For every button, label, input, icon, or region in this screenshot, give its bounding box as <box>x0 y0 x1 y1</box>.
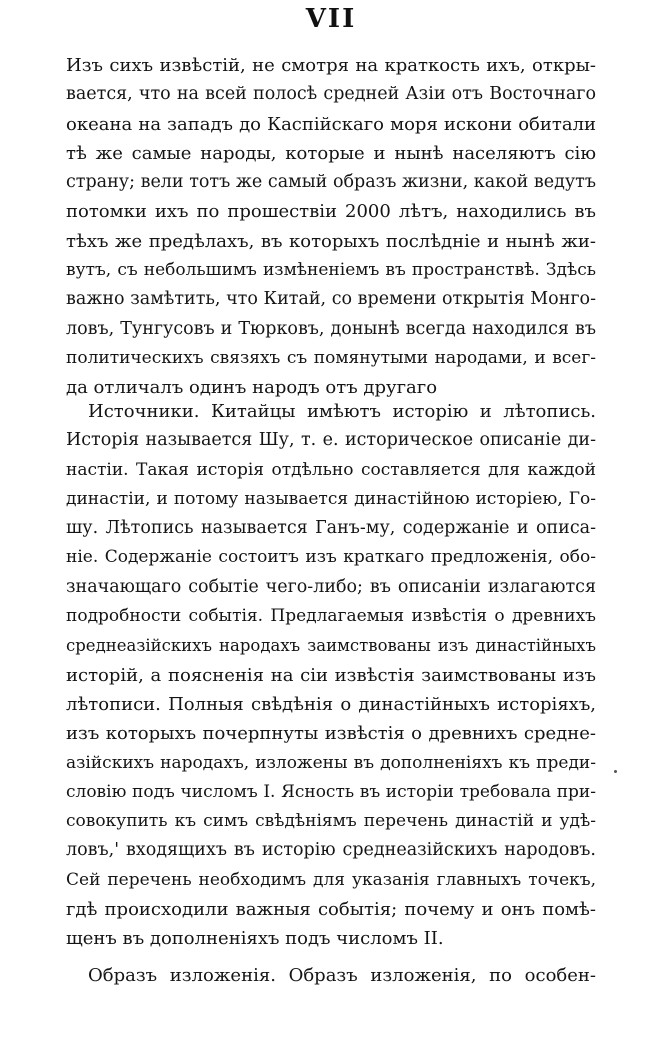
text-line: гдѣ происходили важныя событія; почему и онъ помѣ- <box>66 899 596 921</box>
text-line: словію подъ числомъ I. Ясность въ исторіи требовала при- <box>66 781 596 802</box>
text-line: щенъ въ дополненіяхъ подъ числомъ II. <box>66 928 444 950</box>
text-line: ловъ, Тунгусовъ и Тюрковъ, донынѣ всегда находился въ <box>66 318 596 339</box>
text-line: Образъ изложенія. Образъ изложенія, по особен- <box>88 965 596 986</box>
text-line: совокупить къ симъ свѣдѣніямъ перечень династій и удѣ- <box>66 811 596 832</box>
text-line: Изъ сихъ извѣстій, не смотря на краткость ихъ, откры- <box>66 55 596 76</box>
text-line: лѣтописи. Полныя свѣдѣнія о династійныхъ исторіяхъ, <box>66 693 596 715</box>
text-line: азійскихъ народахъ, изложены въ дополненіяхъ къ преди- <box>66 752 596 773</box>
paragraph-1 <box>66 51 596 403</box>
text-line: династіи, и потому называется династійною исторіею, Го- <box>66 488 596 509</box>
text-line: Исторія называется Шу, т. е. историческое описаніе ди- <box>66 430 596 451</box>
text-line: вутъ, съ небольшимъ измѣненіемъ въ пространствѣ. Здѣсь <box>66 260 596 281</box>
paragraph-3 <box>66 961 596 990</box>
paragraph-2 <box>66 397 596 954</box>
scan-speck <box>614 770 617 773</box>
text-line: страну; вели тотъ же самый образъ жизни, какой ведутъ <box>66 172 596 193</box>
text-line: ловъ,' входящихъ въ исторію среднеазійскихъ народовъ. <box>66 840 596 861</box>
text-line: тѣхъ же предѣлахъ, въ которыхъ послѣдніе и нынѣ жи- <box>66 230 596 252</box>
text-line: вается, что на всей полосѣ средней Азіи отъ Восточнаго <box>66 84 596 105</box>
text-line: изъ которыхъ почерпнуты извѣстія о древнихъ средне- <box>66 723 596 745</box>
text-line: среднеазійскихъ народахъ заимствованы изъ династійныхъ <box>66 636 596 656</box>
text-line: подробности событія. Предлагаемыя извѣстія о древнихъ <box>66 606 596 627</box>
text-line: да отличалъ одинъ народъ отъ другаго <box>66 377 438 399</box>
text-line: политическихъ связяхъ съ помянутыми народами, и всег- <box>66 347 596 368</box>
text-line: ніе. Содержаніе состоитъ изъ краткаго предложенія, обо- <box>66 547 596 568</box>
text-line: Сей перечень необходимъ для указанія главныхъ точекъ, <box>66 869 596 890</box>
text-line: тѣ же самые народы, которые и нынѣ населяютъ сію <box>66 142 596 164</box>
text-line: океана на западъ до Каспійскаго моря искони обитали <box>66 113 596 135</box>
text-line: исторій, а поясненія на сіи извѣстія заимствованы изъ <box>66 664 596 686</box>
text-line: шу. Лѣтопись называется Ганъ-му, содержаніе и описа- <box>66 518 596 539</box>
text-line: значающаго событіе чего-либо; въ описаніи излагаются <box>66 576 596 597</box>
page-number: VII <box>305 4 357 34</box>
text-line: важно замѣтить, что Китай, со времени открытія Монго- <box>66 289 596 310</box>
text-line: настіи. Такая исторія отдѣльно составляется для каждой <box>66 459 596 480</box>
text-line: Источники. Китайцы имѣютъ исторію и лѣтопись. <box>88 401 596 422</box>
text-line: потомки ихъ по прошествіи 2000 лѣтъ, находились въ <box>66 201 596 223</box>
